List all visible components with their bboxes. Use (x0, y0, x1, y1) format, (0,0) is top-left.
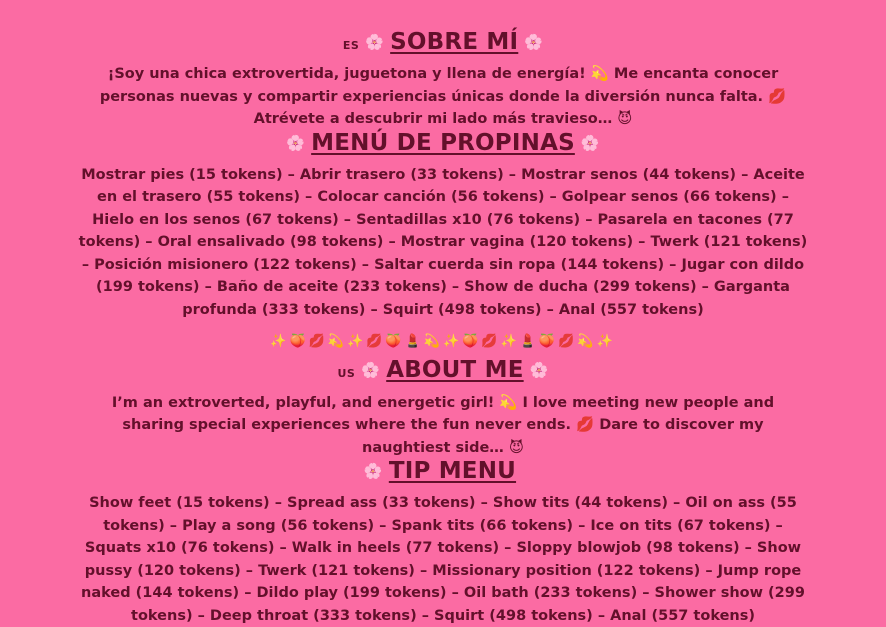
flower-icon-left: 🌸 (361, 361, 381, 380)
tip-menu-heading-es (286, 131, 599, 156)
emoji-divider: ✨🍑💋💫✨💋🍑💄💫✨🍑💋✨💄🍑💋💫✨ (270, 334, 616, 350)
flower-icon-left: 🌸 (286, 133, 306, 152)
flower-icon-right: 🌸 (529, 361, 549, 380)
about-me-title-es: SOBRE MÍ (390, 29, 519, 55)
about-me-title-us: ABOUT ME (386, 357, 524, 384)
language-tag-es: ES (342, 39, 360, 53)
tip-menu-text-es: Mostrar pies (15 tokens) – Abrir trasero (33 tokens) – Mostrar senos (44 tokens) – Aceite en el trasero (55 tokens) – Colocar canción (56 tokens) – Golpear senos (66 tokens) – Hielo en los senos (67 tokens) – Sentadillas x10 (76 tokens) – Pasarela en tacones (77 tokens) – Oral ensalivado (98 tokens) – Mostrar vagina (120 tokens) – Twerk (121 tokens) – Posición misionero (122 tokens) – Saltar cuerda sin ropa (144 tokens) – Jugar con dildo (199 tokens) – Baño de aceite (233 tokens) – Show de ducha (299 tokens) – Garganta profunda (333 tokens) – Squirt (498 tokens) – Anal (557 tokens) (78, 167, 808, 318)
tip-menu-title-es: MENÚ DE PROPINAS (311, 129, 575, 156)
language-tag-us: US (337, 367, 356, 381)
tip-menu-title-us: TIP MENU (388, 457, 517, 484)
about-me-text-us: I’m an extroverted, playful, and energetic girl! 💫 I love meeting new people and sharing special experiences where the fun never ends. 💋 Dare to discover my naughtiest side… 😈 (111, 394, 775, 456)
about-me-heading-us (337, 358, 548, 383)
flower-icon-right: 🌸 (580, 133, 600, 152)
flower-icon-right: 🌸 (524, 33, 544, 52)
flower-icon-left: 🌸 (365, 33, 385, 52)
tip-menu-text-us: Show feet (15 tokens) – Spread ass (33 tokens) – Show tits (44 tokens) – Oil on ass (55 tokens) – Play a song (56 tokens) – Spank tits (66 tokens) – Ice on tits (67 tokens) – Squats x10 (76 tokens) – Walk in heels (77 tokens) – Sloppy blowjob (98 tokens) – Show pussy (120 tokens) – Twerk (121 tokens) – Missionary position (122 tokens) – Jump rope naked (144 tokens) – Dildo play (199 tokens) – Oil bath (233 tokens) – Shower show (299 tokens) – Deep throat (333 tokens) – Squirt (498 tokens) – Anal (557 tokens) (81, 495, 805, 624)
tip-menu-heading-us (364, 459, 522, 484)
about-me-text-es: ¡Soy una chica extrovertida, juguetona y llena de energía! 💫 Me encanta conocer personas nuevas y compartir experiencias únicas donde la diversión nunca falta. 💋 Atrévete a descubrir mi lado más travieso… 😈 (99, 66, 787, 128)
about-me-heading-es (343, 30, 543, 55)
flower-icon-left: 🌸 (363, 462, 383, 481)
